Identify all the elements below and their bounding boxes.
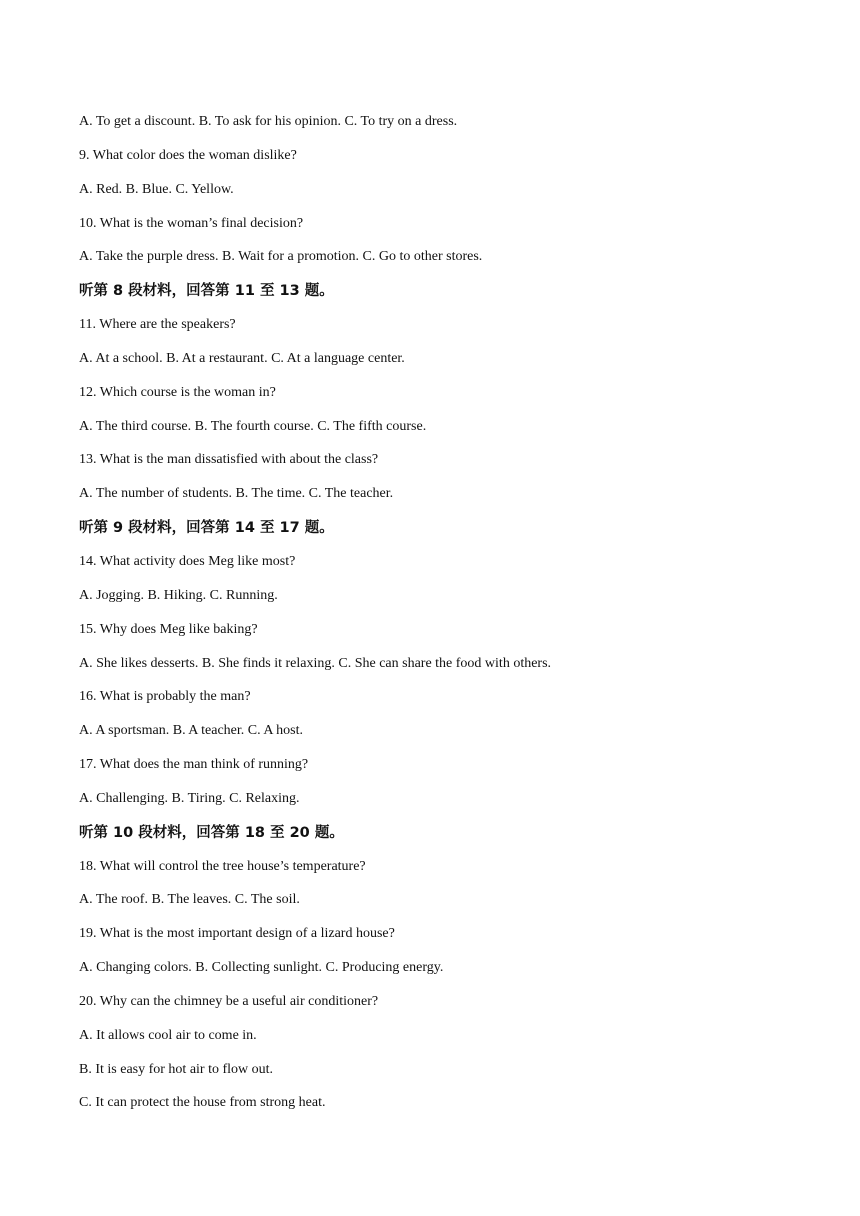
question-17: 17. What does the man think of running?: [79, 757, 309, 773]
option-line-q14: A. Jogging. B. Hiking. C. Running.: [79, 587, 278, 603]
question-15: 15. Why does Meg like baking?: [79, 621, 258, 637]
option-line-q19: A. Changing colors. B. Collecting sunlight. C. Producing energy.: [79, 960, 444, 976]
section-heading-9: 听第 9 段材料，回答第 14 至 17 题。: [79, 520, 334, 537]
question-11: 11. Where are the speakers?: [79, 317, 236, 333]
section-heading-8: 听第 8 段材料，回答第 11 至 13 题。: [79, 283, 334, 300]
question-13: 13. What is the man dissatisfied with about the class?: [79, 452, 379, 468]
question-12: 12. Which course is the woman in?: [79, 384, 276, 400]
option-line-q10: A. Take the purple dress. B. Wait for a promotion. C. Go to other stores.: [79, 249, 483, 265]
option-line-q9: A. Red. B. Blue. C. Yellow.: [79, 181, 234, 197]
question-19: 19. What is the most important design of a lizard house?: [79, 926, 395, 942]
option-line-q11: A. At a school. B. At a restaurant. C. At a language center.: [79, 350, 405, 366]
option-line-q17: A. Challenging. B. Tiring. C. Relaxing.: [79, 790, 300, 806]
question-18: 18. What will control the tree house’s temperature?: [79, 858, 366, 874]
option-line-q18: A. The roof. B. The leaves. C. The soil.: [79, 892, 300, 908]
question-20: 20. Why can the chimney be a useful air conditioner?: [79, 993, 379, 1009]
option-line-q8: A. To get a discount. B. To ask for his opinion. C. To try on a dress.: [79, 114, 458, 129]
option-c-q20: C. It can protect the house from strong heat.: [79, 1095, 326, 1111]
page-content: [79, 112, 779, 1127]
question-14: 14. What activity does Meg like most?: [79, 553, 296, 569]
option-line-q16: A. A sportsman. B. A teacher. C. A host.: [79, 723, 304, 739]
option-line-q12: A. The third course. B. The fourth course. C. The fifth course.: [79, 418, 427, 434]
option-line-q15: A. She likes desserts. B. She finds it relaxing. C. She can share the food with others.: [79, 655, 552, 671]
question-16: 16. What is probably the man?: [79, 689, 251, 705]
option-b-q20: B. It is easy for hot air to flow out.: [79, 1061, 274, 1077]
question-9: 9. What color does the woman dislike?: [79, 147, 297, 163]
question-10: 10. What is the woman’s final decision?: [79, 215, 304, 231]
option-a-q20: A. It allows cool air to come in.: [79, 1027, 257, 1043]
section-heading-10: 听第 10 段材料，回答第 18 至 20 题。: [79, 824, 344, 841]
option-line-q13: A. The number of students. B. The time. C. The teacher.: [79, 486, 394, 502]
